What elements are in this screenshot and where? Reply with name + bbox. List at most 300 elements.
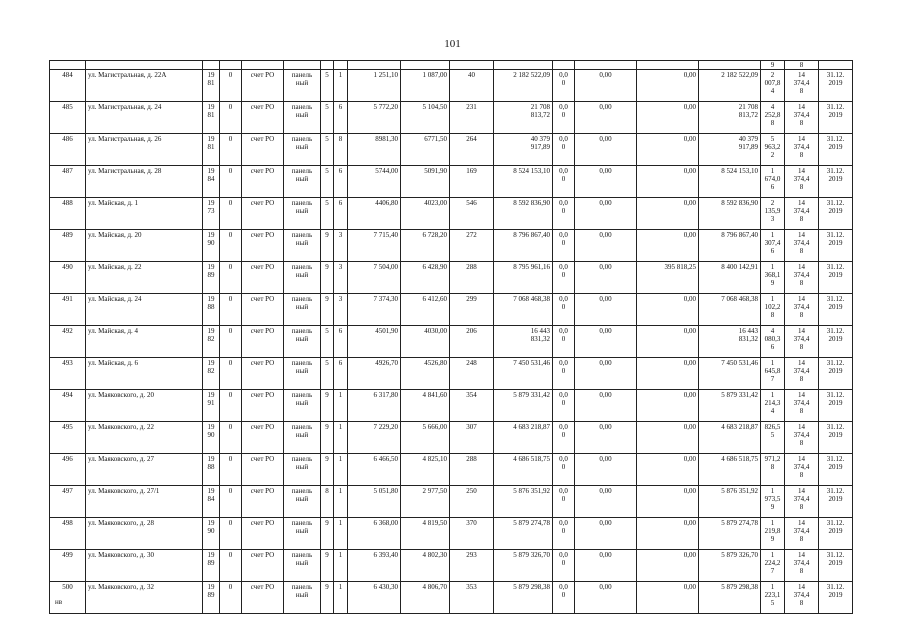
fund-share-cell: 0,0 0 [553, 134, 575, 166]
deadline-cell: 31.12. 2019 [819, 198, 853, 230]
specific-cost-cell: 2 007,8 4 [761, 70, 785, 102]
specific-cost-cell: 1 307,4 6 [761, 230, 785, 262]
deadline-cell: 31.12. 2019 [819, 326, 853, 358]
owners-cost-cell: 8 796 867,40 [699, 230, 761, 262]
entrances-cell: 3 [334, 230, 348, 262]
entrances-cell: 1 [334, 518, 348, 550]
floors-cell: 5 [321, 198, 334, 230]
year-cell: 19 88 [203, 294, 220, 326]
floors-cell: 8 [321, 486, 334, 518]
budget-share-cell: 0,00 [575, 422, 637, 454]
owners-cost-cell: 16 443 831,32 [699, 326, 761, 358]
row-number: 492 [50, 326, 86, 358]
fund-cell: счет РО [242, 422, 284, 454]
fund-cell: счет РО [242, 294, 284, 326]
other-share-cell: 0,00 [637, 294, 699, 326]
deadline-cell: 31.12. 2019 [819, 422, 853, 454]
residents-cell: 370 [450, 518, 494, 550]
table-row [50, 518, 853, 550]
zero-cell: 0 [220, 550, 242, 582]
residents-cell: 546 [450, 198, 494, 230]
address-cell: ул. Майская, д. 20 [86, 230, 203, 262]
living-area-cell: 6771,50 [401, 134, 450, 166]
specific-cost-cell: 1 102,2 8 [761, 294, 785, 326]
other-share-cell: 0,00 [637, 358, 699, 390]
owners-cost-cell: 8 592 836,90 [699, 198, 761, 230]
wall-material-cell: панель ный [284, 198, 321, 230]
year-cell: 19 90 [203, 422, 220, 454]
other-share-cell: 0,00 [637, 102, 699, 134]
limit-cost-cell: 14 374,4 8 [785, 166, 819, 198]
row-number: 496 [50, 454, 86, 486]
row-number: 497 [50, 486, 86, 518]
year-cell: 19 90 [203, 518, 220, 550]
table-row [50, 390, 853, 422]
residents-cell: 40 [450, 70, 494, 102]
budget-share-cell: 0,00 [575, 294, 637, 326]
total-cost-cell: 8 795 961,16 [494, 262, 553, 294]
living-area-cell: 6 428,90 [401, 262, 450, 294]
table-row [50, 294, 853, 326]
owners-cost-cell: 8 400 142,91 [699, 262, 761, 294]
fund-share-cell: 0,0 0 [553, 550, 575, 582]
other-share-cell: 0,00 [637, 198, 699, 230]
fund-cell: счет РО [242, 486, 284, 518]
total-area-cell: 4501,90 [348, 326, 401, 358]
specific-cost-cell: 1 223,1 5 [761, 582, 785, 614]
residents-cell: 354 [450, 390, 494, 422]
year-cell: 19 89 [203, 582, 220, 614]
table-row [50, 134, 853, 166]
other-share-cell: 0,00 [637, 454, 699, 486]
living-area-cell: 5091,90 [401, 166, 450, 198]
total-area-cell: 6 430,30 [348, 582, 401, 614]
register-table [49, 60, 853, 614]
fund-cell: счет РО [242, 198, 284, 230]
table-row [50, 198, 853, 230]
limit-cost-cell: 14 374,4 8 [785, 262, 819, 294]
limit-cost-cell: 14 374,4 8 [785, 422, 819, 454]
deadline-cell: 31.12. 2019 [819, 70, 853, 102]
address-cell: ул. Маяковского, д. 32 [86, 582, 203, 614]
table-row [50, 70, 853, 102]
budget-share-cell: 0,00 [575, 454, 637, 486]
living-area-cell: 4030,00 [401, 326, 450, 358]
budget-share-cell: 0,00 [575, 70, 637, 102]
fund-cell: счет РО [242, 326, 284, 358]
other-share-cell: 0,00 [637, 422, 699, 454]
total-cost-cell: 5 879 298,38 [494, 582, 553, 614]
entrances-cell: 3 [334, 294, 348, 326]
floors-cell: 5 [321, 358, 334, 390]
limit-cost-cell: 14 374,4 8 [785, 134, 819, 166]
year-cell: 19 82 [203, 326, 220, 358]
living-area-cell: 4 806,70 [401, 582, 450, 614]
owners-cost-cell: 5 879 274,78 [699, 518, 761, 550]
address-cell: ул. Маяковского, д. 27/1 [86, 486, 203, 518]
residents-cell: 248 [450, 358, 494, 390]
entrances-cell: 1 [334, 390, 348, 422]
other-share-cell: 0,00 [637, 70, 699, 102]
fund-cell: счет РО [242, 262, 284, 294]
wall-material-cell: панель ный [284, 294, 321, 326]
page-number: 101 [444, 38, 461, 50]
budget-share-cell: 0,00 [575, 198, 637, 230]
residents-cell: 299 [450, 294, 494, 326]
wall-material-cell: панель ный [284, 550, 321, 582]
fund-share-cell: 0,0 0 [553, 518, 575, 550]
row-number: 500 [50, 582, 86, 614]
specific-cost-cell: 4 252,8 8 [761, 102, 785, 134]
wall-material-cell: панель ный [284, 422, 321, 454]
fund-cell: счет РО [242, 454, 284, 486]
continuation-limit: 8 [785, 61, 819, 70]
fund-cell: счет РО [242, 518, 284, 550]
row-number: 499 [50, 550, 86, 582]
total-area-cell: 6 393,40 [348, 550, 401, 582]
year-cell: 19 91 [203, 390, 220, 422]
continuation-row [50, 61, 853, 70]
row-number: 484 [50, 70, 86, 102]
wall-material-cell: панель ный [284, 486, 321, 518]
address-cell: ул. Магистральная, д. 26 [86, 134, 203, 166]
row-number: 488 [50, 198, 86, 230]
year-cell: 19 81 [203, 102, 220, 134]
entrances-cell: 6 [334, 358, 348, 390]
limit-cost-cell: 14 374,4 8 [785, 358, 819, 390]
table-row [50, 326, 853, 358]
total-area-cell: 7 229,20 [348, 422, 401, 454]
owners-cost-cell: 7 068 468,38 [699, 294, 761, 326]
continuation-specific: 9 [761, 61, 785, 70]
wall-material-cell: панель ный [284, 230, 321, 262]
residents-cell: 353 [450, 582, 494, 614]
fund-cell: счет РО [242, 582, 284, 614]
address-cell: ул. Маяковского, д. 30 [86, 550, 203, 582]
total-area-cell: 1 251,10 [348, 70, 401, 102]
deadline-cell: 31.12. 2019 [819, 262, 853, 294]
footer-mark: нв [55, 598, 63, 606]
total-area-cell: 7 504,00 [348, 262, 401, 294]
row-number: 498 [50, 518, 86, 550]
total-cost-cell: 7 068 468,38 [494, 294, 553, 326]
specific-cost-cell: 1 674,0 6 [761, 166, 785, 198]
total-area-cell: 6 368,00 [348, 518, 401, 550]
address-cell: ул. Магистральная, д. 28 [86, 166, 203, 198]
entrances-cell: 6 [334, 198, 348, 230]
other-share-cell: 0,00 [637, 326, 699, 358]
budget-share-cell: 0,00 [575, 550, 637, 582]
living-area-cell: 6 412,60 [401, 294, 450, 326]
budget-share-cell: 0,00 [575, 262, 637, 294]
budget-share-cell: 0,00 [575, 166, 637, 198]
fund-share-cell: 0,0 0 [553, 582, 575, 614]
year-cell: 19 81 [203, 134, 220, 166]
row-number: 485 [50, 102, 86, 134]
living-area-cell: 4 825,10 [401, 454, 450, 486]
residents-cell: 307 [450, 422, 494, 454]
floors-cell: 9 [321, 262, 334, 294]
living-area-cell: 1 087,00 [401, 70, 450, 102]
specific-cost-cell: 1 214,3 4 [761, 390, 785, 422]
fund-cell: счет РО [242, 134, 284, 166]
deadline-cell: 31.12. 2019 [819, 230, 853, 262]
total-cost-cell: 8 592 836,90 [494, 198, 553, 230]
total-area-cell: 6 466,50 [348, 454, 401, 486]
fund-share-cell: 0,0 0 [553, 262, 575, 294]
year-cell: 19 73 [203, 198, 220, 230]
specific-cost-cell: 971,2 8 [761, 454, 785, 486]
address-cell: ул. Маяковского, д. 28 [86, 518, 203, 550]
fund-share-cell: 0,0 0 [553, 230, 575, 262]
entrances-cell: 1 [334, 582, 348, 614]
budget-share-cell: 0,00 [575, 486, 637, 518]
total-area-cell: 7 374,30 [348, 294, 401, 326]
row-number: 490 [50, 262, 86, 294]
row-number: 491 [50, 294, 86, 326]
residents-cell: 206 [450, 326, 494, 358]
wall-material-cell: панель ный [284, 358, 321, 390]
specific-cost-cell: 1 219,8 9 [761, 518, 785, 550]
total-cost-cell: 21 708 813,72 [494, 102, 553, 134]
floors-cell: 5 [321, 166, 334, 198]
owners-cost-cell: 5 879 298,38 [699, 582, 761, 614]
fund-share-cell: 0,0 0 [553, 454, 575, 486]
budget-share-cell: 0,00 [575, 134, 637, 166]
fund-cell: счет РО [242, 230, 284, 262]
residents-cell: 264 [450, 134, 494, 166]
living-area-cell: 2 977,50 [401, 486, 450, 518]
owners-cost-cell: 7 450 531,46 [699, 358, 761, 390]
budget-share-cell: 0,00 [575, 390, 637, 422]
entrances-cell: 1 [334, 454, 348, 486]
zero-cell: 0 [220, 518, 242, 550]
table-row [50, 358, 853, 390]
entrances-cell: 1 [334, 550, 348, 582]
budget-share-cell: 0,00 [575, 102, 637, 134]
entrances-cell: 1 [334, 486, 348, 518]
wall-material-cell: панель ный [284, 262, 321, 294]
address-cell: ул. Маяковского, д. 20 [86, 390, 203, 422]
residents-cell: 288 [450, 454, 494, 486]
residents-cell: 250 [450, 486, 494, 518]
living-area-cell: 4526,80 [401, 358, 450, 390]
fund-share-cell: 0,0 0 [553, 390, 575, 422]
total-cost-cell: 4 683 218,87 [494, 422, 553, 454]
row-number: 493 [50, 358, 86, 390]
year-cell: 19 90 [203, 230, 220, 262]
deadline-cell: 31.12. 2019 [819, 358, 853, 390]
total-cost-cell: 8 524 153,10 [494, 166, 553, 198]
total-cost-cell: 7 450 531,46 [494, 358, 553, 390]
row-number: 486 [50, 134, 86, 166]
zero-cell: 0 [220, 422, 242, 454]
zero-cell: 0 [220, 326, 242, 358]
residents-cell: 169 [450, 166, 494, 198]
total-area-cell: 4406,80 [348, 198, 401, 230]
wall-material-cell: панель ный [284, 326, 321, 358]
owners-cost-cell: 8 524 153,10 [699, 166, 761, 198]
address-cell: ул. Магистральная, д. 22А [86, 70, 203, 102]
total-cost-cell: 40 379 917,89 [494, 134, 553, 166]
address-cell: ул. Маяковского, д. 22 [86, 422, 203, 454]
total-area-cell: 6 317,80 [348, 390, 401, 422]
year-cell: 19 81 [203, 70, 220, 102]
address-cell: ул. Маяковского, д. 27 [86, 454, 203, 486]
fund-share-cell: 0,0 0 [553, 102, 575, 134]
fund-share-cell: 0,0 0 [553, 326, 575, 358]
floors-cell: 9 [321, 230, 334, 262]
deadline-cell: 31.12. 2019 [819, 454, 853, 486]
wall-material-cell: панель ный [284, 454, 321, 486]
owners-cost-cell: 4 683 218,87 [699, 422, 761, 454]
fund-share-cell: 0,0 0 [553, 486, 575, 518]
zero-cell: 0 [220, 134, 242, 166]
zero-cell: 0 [220, 70, 242, 102]
zero-cell: 0 [220, 166, 242, 198]
limit-cost-cell: 14 374,4 8 [785, 230, 819, 262]
fund-share-cell: 0,0 0 [553, 70, 575, 102]
other-share-cell: 0,00 [637, 550, 699, 582]
living-area-cell: 4 841,60 [401, 390, 450, 422]
floors-cell: 9 [321, 294, 334, 326]
other-share-cell: 0,00 [637, 390, 699, 422]
fund-share-cell: 0,0 0 [553, 294, 575, 326]
wall-material-cell: панель ный [284, 102, 321, 134]
specific-cost-cell: 4 080,3 6 [761, 326, 785, 358]
table-row [50, 230, 853, 262]
entrances-cell: 1 [334, 70, 348, 102]
zero-cell: 0 [220, 390, 242, 422]
living-area-cell: 5 666,00 [401, 422, 450, 454]
total-cost-cell: 8 796 867,40 [494, 230, 553, 262]
fund-cell: счет РО [242, 102, 284, 134]
floors-cell: 5 [321, 70, 334, 102]
other-share-cell: 0,00 [637, 134, 699, 166]
owners-cost-cell: 40 379 917,89 [699, 134, 761, 166]
floors-cell: 9 [321, 550, 334, 582]
fund-cell: счет РО [242, 358, 284, 390]
other-share-cell: 0,00 [637, 582, 699, 614]
row-number: 495 [50, 422, 86, 454]
limit-cost-cell: 14 374,4 8 [785, 518, 819, 550]
wall-material-cell: панель ный [284, 390, 321, 422]
address-cell: ул. Майская, д. 4 [86, 326, 203, 358]
entrances-cell: 6 [334, 102, 348, 134]
floors-cell: 5 [321, 326, 334, 358]
wall-material-cell: панель ный [284, 518, 321, 550]
entrances-cell: 6 [334, 166, 348, 198]
zero-cell: 0 [220, 102, 242, 134]
entrances-cell: 3 [334, 262, 348, 294]
other-share-cell: 0,00 [637, 230, 699, 262]
limit-cost-cell: 14 374,4 8 [785, 294, 819, 326]
fund-cell: счет РО [242, 166, 284, 198]
total-area-cell: 5 772,20 [348, 102, 401, 134]
residents-cell: 231 [450, 102, 494, 134]
total-area-cell: 5 051,80 [348, 486, 401, 518]
limit-cost-cell: 14 374,4 8 [785, 198, 819, 230]
total-cost-cell: 16 443 831,32 [494, 326, 553, 358]
limit-cost-cell: 14 374,4 8 [785, 326, 819, 358]
deadline-cell: 31.12. 2019 [819, 550, 853, 582]
fund-share-cell: 0,0 0 [553, 358, 575, 390]
deadline-cell: 31.12. 2019 [819, 166, 853, 198]
total-cost-cell: 5 879 331,42 [494, 390, 553, 422]
address-cell: ул. Майская, д. 1 [86, 198, 203, 230]
year-cell: 19 84 [203, 486, 220, 518]
table-row [50, 582, 853, 614]
zero-cell: 0 [220, 262, 242, 294]
row-number: 487 [50, 166, 86, 198]
floors-cell: 5 [321, 102, 334, 134]
total-cost-cell: 5 879 326,70 [494, 550, 553, 582]
zero-cell: 0 [220, 358, 242, 390]
limit-cost-cell: 14 374,4 8 [785, 550, 819, 582]
address-cell: ул. Майская, д. 24 [86, 294, 203, 326]
total-cost-cell: 4 686 518,75 [494, 454, 553, 486]
year-cell: 19 89 [203, 550, 220, 582]
total-cost-cell: 5 879 274,78 [494, 518, 553, 550]
other-share-cell: 0,00 [637, 518, 699, 550]
deadline-cell: 31.12. 2019 [819, 486, 853, 518]
zero-cell: 0 [220, 454, 242, 486]
owners-cost-cell: 2 182 522,09 [699, 70, 761, 102]
wall-material-cell: панель ный [284, 70, 321, 102]
floors-cell: 9 [321, 582, 334, 614]
zero-cell: 0 [220, 230, 242, 262]
specific-cost-cell: 5 963,2 2 [761, 134, 785, 166]
specific-cost-cell: 1 645,8 7 [761, 358, 785, 390]
zero-cell: 0 [220, 294, 242, 326]
limit-cost-cell: 14 374,4 8 [785, 486, 819, 518]
row-number: 494 [50, 390, 86, 422]
entrances-cell: 8 [334, 134, 348, 166]
deadline-cell: 31.12. 2019 [819, 390, 853, 422]
residents-cell: 293 [450, 550, 494, 582]
table-row [50, 166, 853, 198]
owners-cost-cell: 5 879 326,70 [699, 550, 761, 582]
deadline-cell: 31.12. 2019 [819, 518, 853, 550]
floors-cell: 9 [321, 454, 334, 486]
limit-cost-cell: 14 374,4 8 [785, 390, 819, 422]
living-area-cell: 4 802,30 [401, 550, 450, 582]
owners-cost-cell: 21 708 813,72 [699, 102, 761, 134]
wall-material-cell: панель ный [284, 134, 321, 166]
total-area-cell: 5744,00 [348, 166, 401, 198]
table-row [50, 550, 853, 582]
floors-cell: 9 [321, 390, 334, 422]
entrances-cell: 1 [334, 422, 348, 454]
year-cell: 19 82 [203, 358, 220, 390]
budget-share-cell: 0,00 [575, 230, 637, 262]
limit-cost-cell: 14 374,4 8 [785, 102, 819, 134]
address-cell: ул. Майская, д. 6 [86, 358, 203, 390]
fund-cell: счет РО [242, 550, 284, 582]
table-row [50, 454, 853, 486]
zero-cell: 0 [220, 582, 242, 614]
total-area-cell: 8981,30 [348, 134, 401, 166]
floors-cell: 9 [321, 422, 334, 454]
table-row [50, 486, 853, 518]
table-row [50, 102, 853, 134]
living-area-cell: 4 819,50 [401, 518, 450, 550]
total-cost-cell: 2 182 522,09 [494, 70, 553, 102]
specific-cost-cell: 826,5 5 [761, 422, 785, 454]
budget-share-cell: 0,00 [575, 518, 637, 550]
deadline-cell: 31.12. 2019 [819, 102, 853, 134]
entrances-cell: 6 [334, 326, 348, 358]
